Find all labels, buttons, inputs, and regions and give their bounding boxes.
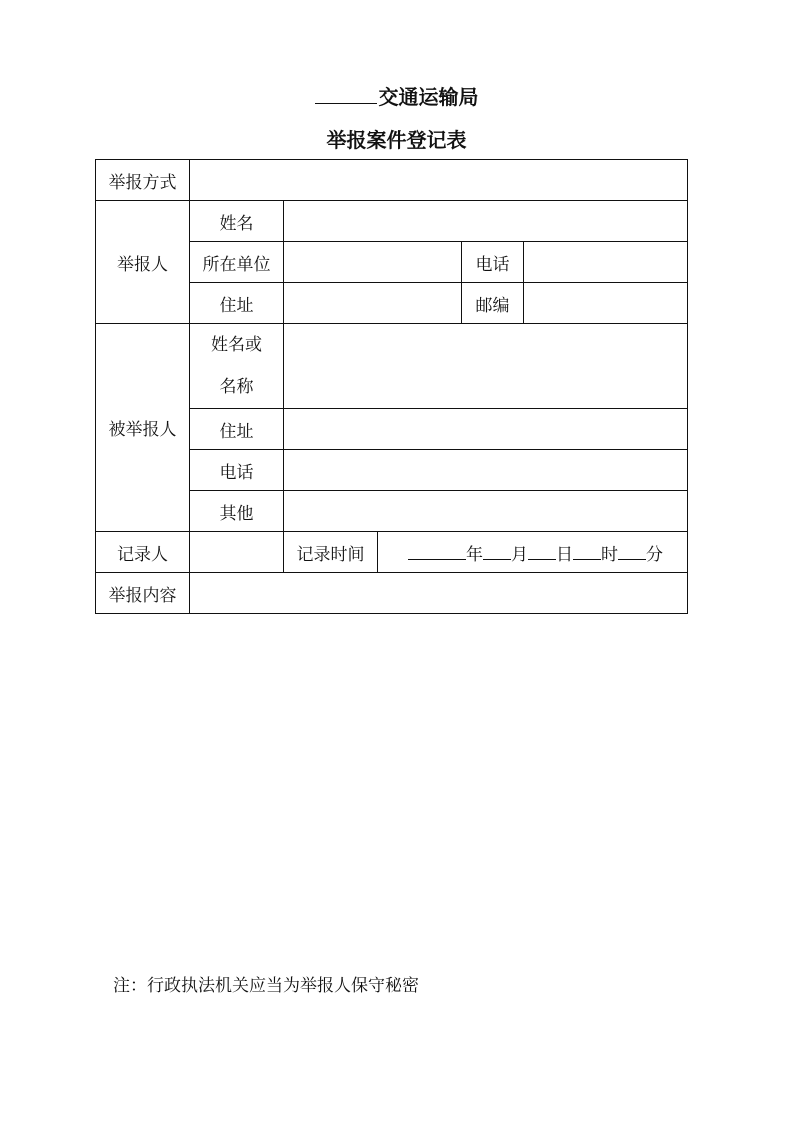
reported-other-label: 其他	[190, 491, 284, 532]
document-title	[0, 84, 793, 110]
hour-unit: 时	[601, 544, 619, 565]
reported-name-field[interactable]	[284, 324, 688, 409]
minute-blank[interactable]	[618, 541, 646, 560]
minute-unit: 分	[646, 544, 664, 565]
reported-name-label	[190, 324, 284, 409]
month-blank[interactable]	[483, 541, 511, 560]
reported-other-field[interactable]	[284, 491, 688, 532]
row-reported-name	[96, 324, 688, 409]
report-registration-table	[95, 159, 688, 614]
reporter-unit-label: 所在单位	[190, 242, 284, 283]
reporter-name-field[interactable]	[284, 201, 688, 242]
reported-address-field[interactable]	[284, 409, 688, 450]
reported-address-label: 住址	[190, 409, 284, 450]
row-reporter-name	[96, 201, 688, 242]
report-content-field[interactable]	[190, 573, 688, 614]
report-content-label: 举报内容	[96, 573, 190, 614]
report-method-label: 举报方式	[96, 160, 190, 201]
reporter-section-label: 举报人	[96, 201, 190, 324]
day-blank[interactable]	[528, 541, 556, 560]
recorder-field[interactable]	[190, 532, 284, 573]
recorder-label: 记录人	[96, 532, 190, 573]
reported-name-label-line2: 名称	[219, 377, 254, 397]
reporter-unit-field[interactable]	[284, 242, 462, 283]
day-unit: 日	[556, 544, 574, 565]
reported-phone-label: 电话	[190, 450, 284, 491]
reporter-phone-field[interactable]	[524, 242, 688, 283]
reporter-postcode-label: 邮编	[462, 283, 524, 324]
record-time-label: 记录时间	[284, 532, 378, 573]
row-report-content	[96, 573, 688, 614]
agency-name-blank[interactable]	[315, 85, 377, 104]
reporter-name-label: 姓名	[190, 201, 284, 242]
row-report-method	[96, 160, 688, 201]
reported-phone-field[interactable]	[284, 450, 688, 491]
reporter-postcode-field[interactable]	[524, 283, 688, 324]
confidentiality-footnote: 注：行政执法机关应当为举报人保守秘密	[113, 976, 419, 996]
reporter-address-label: 住址	[190, 283, 284, 324]
form-subtitle: 举报案件登记表	[326, 128, 467, 152]
reported-section-label: 被举报人	[96, 324, 190, 532]
record-time-field[interactable]	[378, 532, 688, 573]
month-unit: 月	[511, 544, 529, 565]
reporter-address-field[interactable]	[284, 283, 462, 324]
report-method-field[interactable]	[190, 160, 688, 201]
row-recorder	[96, 532, 688, 573]
reporter-phone-label: 电话	[462, 242, 524, 283]
year-unit: 年	[466, 544, 484, 565]
hour-blank[interactable]	[573, 541, 601, 560]
reported-name-label-line1: 姓名或	[211, 335, 262, 355]
title-text: 交通运输局	[378, 85, 479, 109]
year-blank[interactable]	[408, 541, 466, 560]
